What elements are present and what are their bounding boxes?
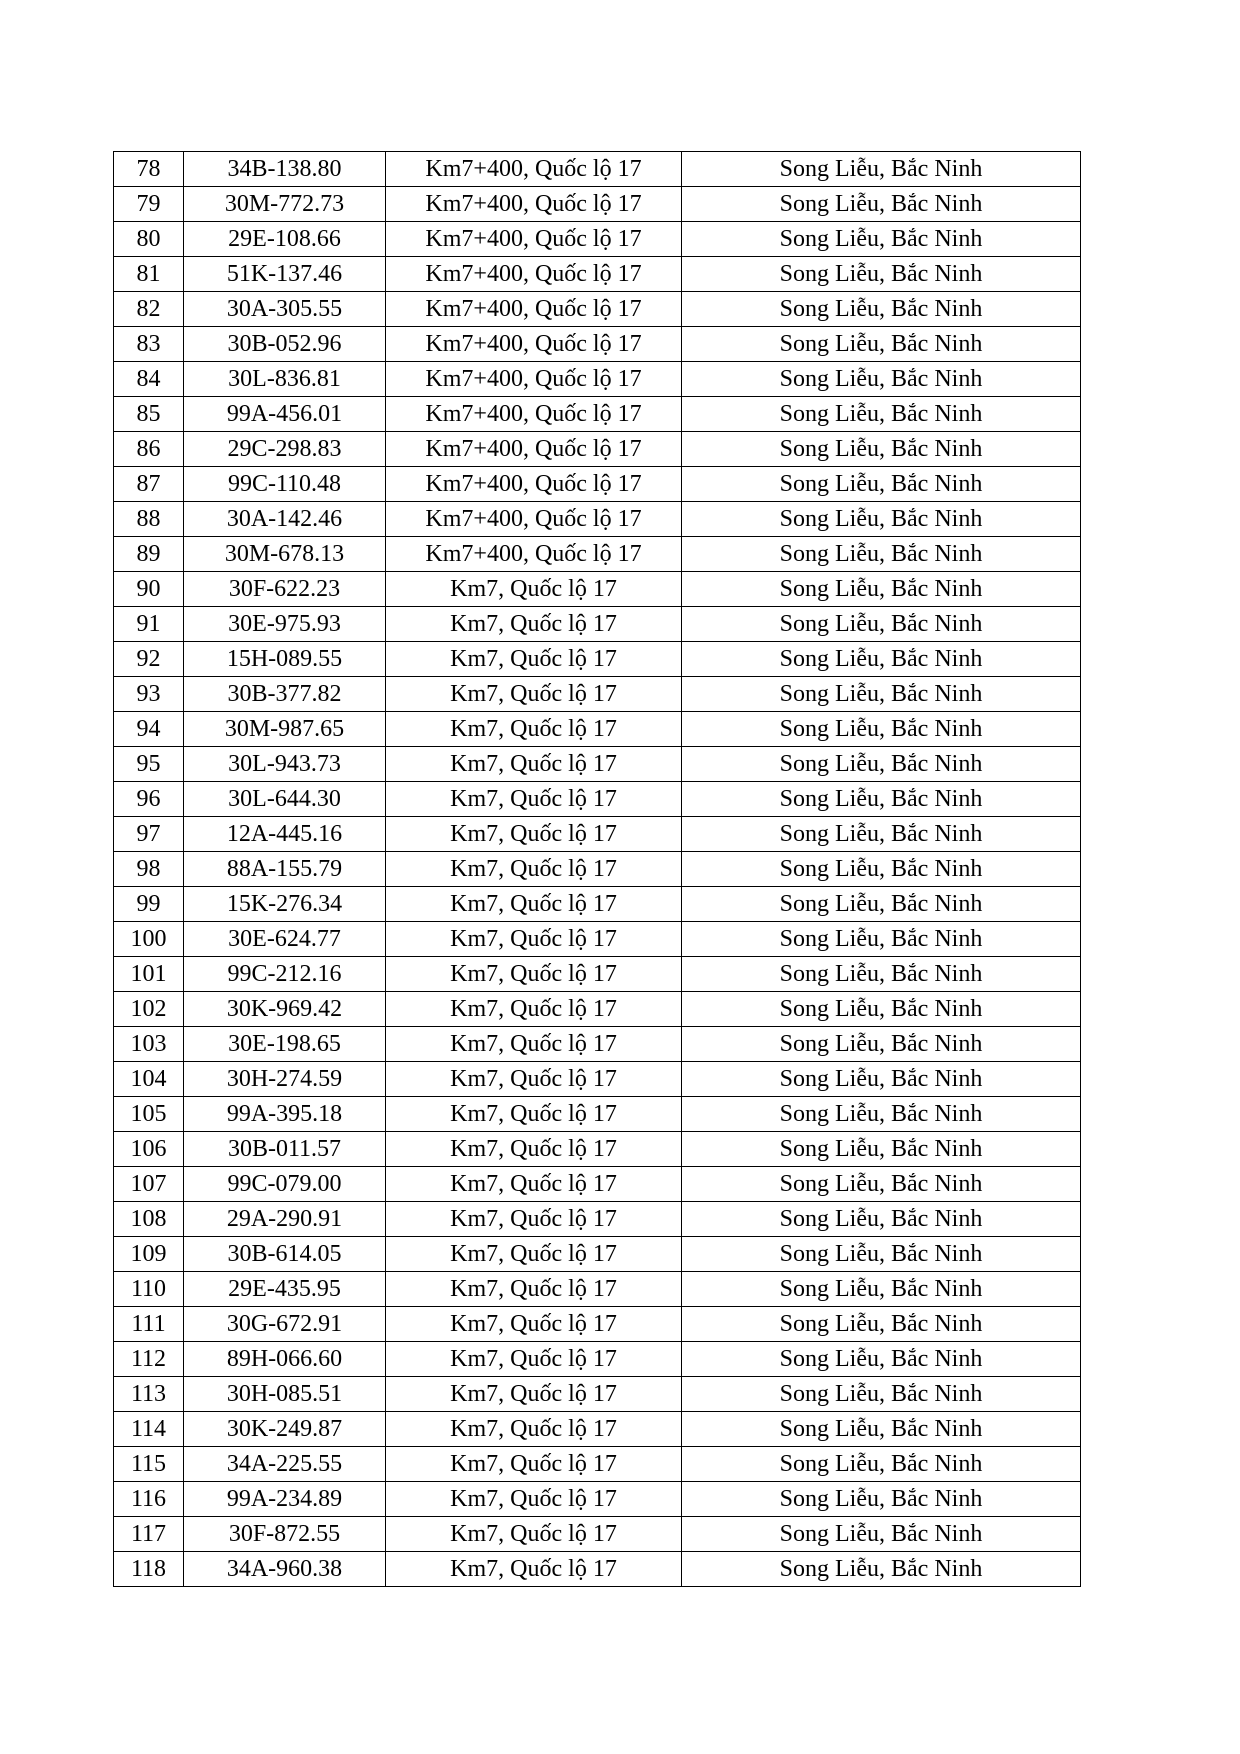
row-number-cell: 94 [114, 712, 184, 747]
license-plate-cell: 99A-234.89 [184, 1482, 386, 1517]
location-cell: Km7, Quốc lộ 17 [386, 1237, 682, 1272]
location-cell: Km7, Quốc lộ 17 [386, 1202, 682, 1237]
location-cell: Km7, Quốc lộ 17 [386, 1167, 682, 1202]
location-cell: Km7+400, Quốc lộ 17 [386, 152, 682, 187]
area-cell: Song Liễu, Bắc Ninh [682, 817, 1081, 852]
table-row [114, 887, 1081, 922]
license-plate-cell: 99A-456.01 [184, 397, 386, 432]
table-row [114, 712, 1081, 747]
location-cell: Km7+400, Quốc lộ 17 [386, 257, 682, 292]
row-number-cell: 92 [114, 642, 184, 677]
row-number-cell: 89 [114, 537, 184, 572]
license-plate-cell: 30M-678.13 [184, 537, 386, 572]
location-cell: Km7, Quốc lộ 17 [386, 747, 682, 782]
license-plate-cell: 99A-395.18 [184, 1097, 386, 1132]
table-row [114, 397, 1081, 432]
row-number-cell: 116 [114, 1482, 184, 1517]
vehicle-violation-table [113, 151, 1081, 1587]
table-row [114, 1237, 1081, 1272]
license-plate-cell: 30E-624.77 [184, 922, 386, 957]
license-plate-cell: 30H-274.59 [184, 1062, 386, 1097]
table-row [114, 607, 1081, 642]
location-cell: Km7+400, Quốc lộ 17 [386, 187, 682, 222]
license-plate-cell: 30G-672.91 [184, 1307, 386, 1342]
area-cell: Song Liễu, Bắc Ninh [682, 1447, 1081, 1482]
location-cell: Km7+400, Quốc lộ 17 [386, 537, 682, 572]
area-cell: Song Liễu, Bắc Ninh [682, 1307, 1081, 1342]
area-cell: Song Liễu, Bắc Ninh [682, 222, 1081, 257]
row-number-cell: 95 [114, 747, 184, 782]
row-number-cell: 108 [114, 1202, 184, 1237]
area-cell: Song Liễu, Bắc Ninh [682, 292, 1081, 327]
license-plate-cell: 99C-079.00 [184, 1167, 386, 1202]
row-number-cell: 93 [114, 677, 184, 712]
table-row [114, 1272, 1081, 1307]
license-plate-cell: 30L-644.30 [184, 782, 386, 817]
table-row [114, 1027, 1081, 1062]
license-plate-cell: 99C-212.16 [184, 957, 386, 992]
location-cell: Km7, Quốc lộ 17 [386, 1342, 682, 1377]
location-cell: Km7, Quốc lộ 17 [386, 922, 682, 957]
license-plate-cell: 29C-298.83 [184, 432, 386, 467]
license-plate-cell: 34A-225.55 [184, 1447, 386, 1482]
license-plate-cell: 30B-614.05 [184, 1237, 386, 1272]
license-plate-cell: 30M-772.73 [184, 187, 386, 222]
location-cell: Km7, Quốc lộ 17 [386, 852, 682, 887]
table-row [114, 1097, 1081, 1132]
location-cell: Km7, Quốc lộ 17 [386, 887, 682, 922]
row-number-cell: 99 [114, 887, 184, 922]
row-number-cell: 96 [114, 782, 184, 817]
location-cell: Km7, Quốc lộ 17 [386, 572, 682, 607]
row-number-cell: 118 [114, 1552, 184, 1587]
location-cell: Km7, Quốc lộ 17 [386, 782, 682, 817]
area-cell: Song Liễu, Bắc Ninh [682, 1482, 1081, 1517]
row-number-cell: 107 [114, 1167, 184, 1202]
table-row [114, 817, 1081, 852]
table-row [114, 1482, 1081, 1517]
row-number-cell: 101 [114, 957, 184, 992]
license-plate-cell: 30L-836.81 [184, 362, 386, 397]
table-row [114, 1167, 1081, 1202]
row-number-cell: 80 [114, 222, 184, 257]
row-number-cell: 85 [114, 397, 184, 432]
table-row [114, 572, 1081, 607]
row-number-cell: 78 [114, 152, 184, 187]
area-cell: Song Liễu, Bắc Ninh [682, 1132, 1081, 1167]
row-number-cell: 114 [114, 1412, 184, 1447]
table-row [114, 1517, 1081, 1552]
license-plate-cell: 30B-377.82 [184, 677, 386, 712]
row-number-cell: 113 [114, 1377, 184, 1412]
table-row [114, 747, 1081, 782]
area-cell: Song Liễu, Bắc Ninh [682, 1062, 1081, 1097]
row-number-cell: 88 [114, 502, 184, 537]
area-cell: Song Liễu, Bắc Ninh [682, 1412, 1081, 1447]
location-cell: Km7, Quốc lộ 17 [386, 1517, 682, 1552]
license-plate-cell: 29E-435.95 [184, 1272, 386, 1307]
location-cell: Km7, Quốc lộ 17 [386, 1412, 682, 1447]
license-plate-cell: 34B-138.80 [184, 152, 386, 187]
row-number-cell: 87 [114, 467, 184, 502]
area-cell: Song Liễu, Bắc Ninh [682, 1272, 1081, 1307]
table-row [114, 1342, 1081, 1377]
license-plate-cell: 30K-249.87 [184, 1412, 386, 1447]
row-number-cell: 106 [114, 1132, 184, 1167]
location-cell: Km7, Quốc lộ 17 [386, 1062, 682, 1097]
location-cell: Km7, Quốc lộ 17 [386, 642, 682, 677]
area-cell: Song Liễu, Bắc Ninh [682, 257, 1081, 292]
table-row [114, 852, 1081, 887]
area-cell: Song Liễu, Bắc Ninh [682, 502, 1081, 537]
license-plate-cell: 30M-987.65 [184, 712, 386, 747]
license-plate-cell: 15K-276.34 [184, 887, 386, 922]
table-row [114, 992, 1081, 1027]
row-number-cell: 109 [114, 1237, 184, 1272]
location-cell: Km7, Quốc lộ 17 [386, 817, 682, 852]
table-row [114, 187, 1081, 222]
location-cell: Km7+400, Quốc lộ 17 [386, 432, 682, 467]
area-cell: Song Liễu, Bắc Ninh [682, 887, 1081, 922]
location-cell: Km7+400, Quốc lộ 17 [386, 397, 682, 432]
license-plate-cell: 15H-089.55 [184, 642, 386, 677]
area-cell: Song Liễu, Bắc Ninh [682, 1552, 1081, 1587]
row-number-cell: 83 [114, 327, 184, 362]
area-cell: Song Liễu, Bắc Ninh [682, 957, 1081, 992]
table-row [114, 1552, 1081, 1587]
license-plate-cell: 30F-622.23 [184, 572, 386, 607]
license-plate-cell: 30H-085.51 [184, 1377, 386, 1412]
table-body [114, 152, 1081, 1587]
table-row [114, 432, 1081, 467]
row-number-cell: 79 [114, 187, 184, 222]
license-plate-cell: 30E-975.93 [184, 607, 386, 642]
area-cell: Song Liễu, Bắc Ninh [682, 747, 1081, 782]
area-cell: Song Liễu, Bắc Ninh [682, 992, 1081, 1027]
table-row [114, 677, 1081, 712]
license-plate-cell: 30A-305.55 [184, 292, 386, 327]
table-row [114, 1307, 1081, 1342]
license-plate-cell: 30E-198.65 [184, 1027, 386, 1062]
row-number-cell: 98 [114, 852, 184, 887]
license-plate-cell: 89H-066.60 [184, 1342, 386, 1377]
row-number-cell: 90 [114, 572, 184, 607]
row-number-cell: 105 [114, 1097, 184, 1132]
table-row [114, 1132, 1081, 1167]
table-row [114, 957, 1081, 992]
row-number-cell: 100 [114, 922, 184, 957]
license-plate-cell: 12A-445.16 [184, 817, 386, 852]
table-row [114, 1377, 1081, 1412]
row-number-cell: 115 [114, 1447, 184, 1482]
row-number-cell: 97 [114, 817, 184, 852]
area-cell: Song Liễu, Bắc Ninh [682, 187, 1081, 222]
location-cell: Km7, Quốc lộ 17 [386, 1027, 682, 1062]
table-row [114, 1447, 1081, 1482]
license-plate-cell: 30B-052.96 [184, 327, 386, 362]
location-cell: Km7, Quốc lộ 17 [386, 677, 682, 712]
area-cell: Song Liễu, Bắc Ninh [682, 1097, 1081, 1132]
location-cell: Km7, Quốc lộ 17 [386, 1552, 682, 1587]
location-cell: Km7+400, Quốc lộ 17 [386, 327, 682, 362]
license-plate-cell: 88A-155.79 [184, 852, 386, 887]
license-plate-cell: 51K-137.46 [184, 257, 386, 292]
table-row [114, 642, 1081, 677]
location-cell: Km7, Quốc lộ 17 [386, 1097, 682, 1132]
area-cell: Song Liễu, Bắc Ninh [682, 607, 1081, 642]
table-row [114, 152, 1081, 187]
area-cell: Song Liễu, Bắc Ninh [682, 1517, 1081, 1552]
table-row [114, 782, 1081, 817]
table-row [114, 222, 1081, 257]
license-plate-cell: 30B-011.57 [184, 1132, 386, 1167]
area-cell: Song Liễu, Bắc Ninh [682, 432, 1081, 467]
row-number-cell: 82 [114, 292, 184, 327]
row-number-cell: 111 [114, 1307, 184, 1342]
table-row [114, 292, 1081, 327]
license-plate-cell: 30L-943.73 [184, 747, 386, 782]
row-number-cell: 81 [114, 257, 184, 292]
table-row [114, 1062, 1081, 1097]
area-cell: Song Liễu, Bắc Ninh [682, 537, 1081, 572]
table-row [114, 257, 1081, 292]
area-cell: Song Liễu, Bắc Ninh [682, 712, 1081, 747]
table-row [114, 1412, 1081, 1447]
table-row [114, 467, 1081, 502]
area-cell: Song Liễu, Bắc Ninh [682, 397, 1081, 432]
location-cell: Km7, Quốc lộ 17 [386, 607, 682, 642]
area-cell: Song Liễu, Bắc Ninh [682, 1342, 1081, 1377]
table-row [114, 362, 1081, 397]
location-cell: Km7, Quốc lộ 17 [386, 957, 682, 992]
area-cell: Song Liễu, Bắc Ninh [682, 1167, 1081, 1202]
location-cell: Km7, Quốc lộ 17 [386, 712, 682, 747]
row-number-cell: 91 [114, 607, 184, 642]
license-plate-cell: 30K-969.42 [184, 992, 386, 1027]
area-cell: Song Liễu, Bắc Ninh [682, 677, 1081, 712]
row-number-cell: 112 [114, 1342, 184, 1377]
area-cell: Song Liễu, Bắc Ninh [682, 1202, 1081, 1237]
area-cell: Song Liễu, Bắc Ninh [682, 852, 1081, 887]
license-plate-cell: 34A-960.38 [184, 1552, 386, 1587]
area-cell: Song Liễu, Bắc Ninh [682, 1027, 1081, 1062]
location-cell: Km7+400, Quốc lộ 17 [386, 222, 682, 257]
table-row [114, 1202, 1081, 1237]
row-number-cell: 103 [114, 1027, 184, 1062]
license-plate-cell: 29E-108.66 [184, 222, 386, 257]
license-plate-cell: 30A-142.46 [184, 502, 386, 537]
location-cell: Km7, Quốc lộ 17 [386, 992, 682, 1027]
location-cell: Km7+400, Quốc lộ 17 [386, 292, 682, 327]
table-row [114, 502, 1081, 537]
table-row [114, 537, 1081, 572]
area-cell: Song Liễu, Bắc Ninh [682, 1377, 1081, 1412]
row-number-cell: 104 [114, 1062, 184, 1097]
area-cell: Song Liễu, Bắc Ninh [682, 642, 1081, 677]
location-cell: Km7+400, Quốc lộ 17 [386, 502, 682, 537]
table-row [114, 327, 1081, 362]
location-cell: Km7+400, Quốc lộ 17 [386, 362, 682, 397]
row-number-cell: 84 [114, 362, 184, 397]
area-cell: Song Liễu, Bắc Ninh [682, 152, 1081, 187]
location-cell: Km7, Quốc lộ 17 [386, 1482, 682, 1517]
license-plate-cell: 29A-290.91 [184, 1202, 386, 1237]
row-number-cell: 110 [114, 1272, 184, 1307]
row-number-cell: 102 [114, 992, 184, 1027]
row-number-cell: 117 [114, 1517, 184, 1552]
location-cell: Km7, Quốc lộ 17 [386, 1307, 682, 1342]
license-plate-cell: 30F-872.55 [184, 1517, 386, 1552]
area-cell: Song Liễu, Bắc Ninh [682, 467, 1081, 502]
area-cell: Song Liễu, Bắc Ninh [682, 327, 1081, 362]
area-cell: Song Liễu, Bắc Ninh [682, 922, 1081, 957]
area-cell: Song Liễu, Bắc Ninh [682, 1237, 1081, 1272]
location-cell: Km7, Quốc lộ 17 [386, 1272, 682, 1307]
row-number-cell: 86 [114, 432, 184, 467]
table-row [114, 922, 1081, 957]
location-cell: Km7+400, Quốc lộ 17 [386, 467, 682, 502]
location-cell: Km7, Quốc lộ 17 [386, 1447, 682, 1482]
license-plate-cell: 99C-110.48 [184, 467, 386, 502]
area-cell: Song Liễu, Bắc Ninh [682, 782, 1081, 817]
area-cell: Song Liễu, Bắc Ninh [682, 572, 1081, 607]
location-cell: Km7, Quốc lộ 17 [386, 1377, 682, 1412]
area-cell: Song Liễu, Bắc Ninh [682, 362, 1081, 397]
location-cell: Km7, Quốc lộ 17 [386, 1132, 682, 1167]
